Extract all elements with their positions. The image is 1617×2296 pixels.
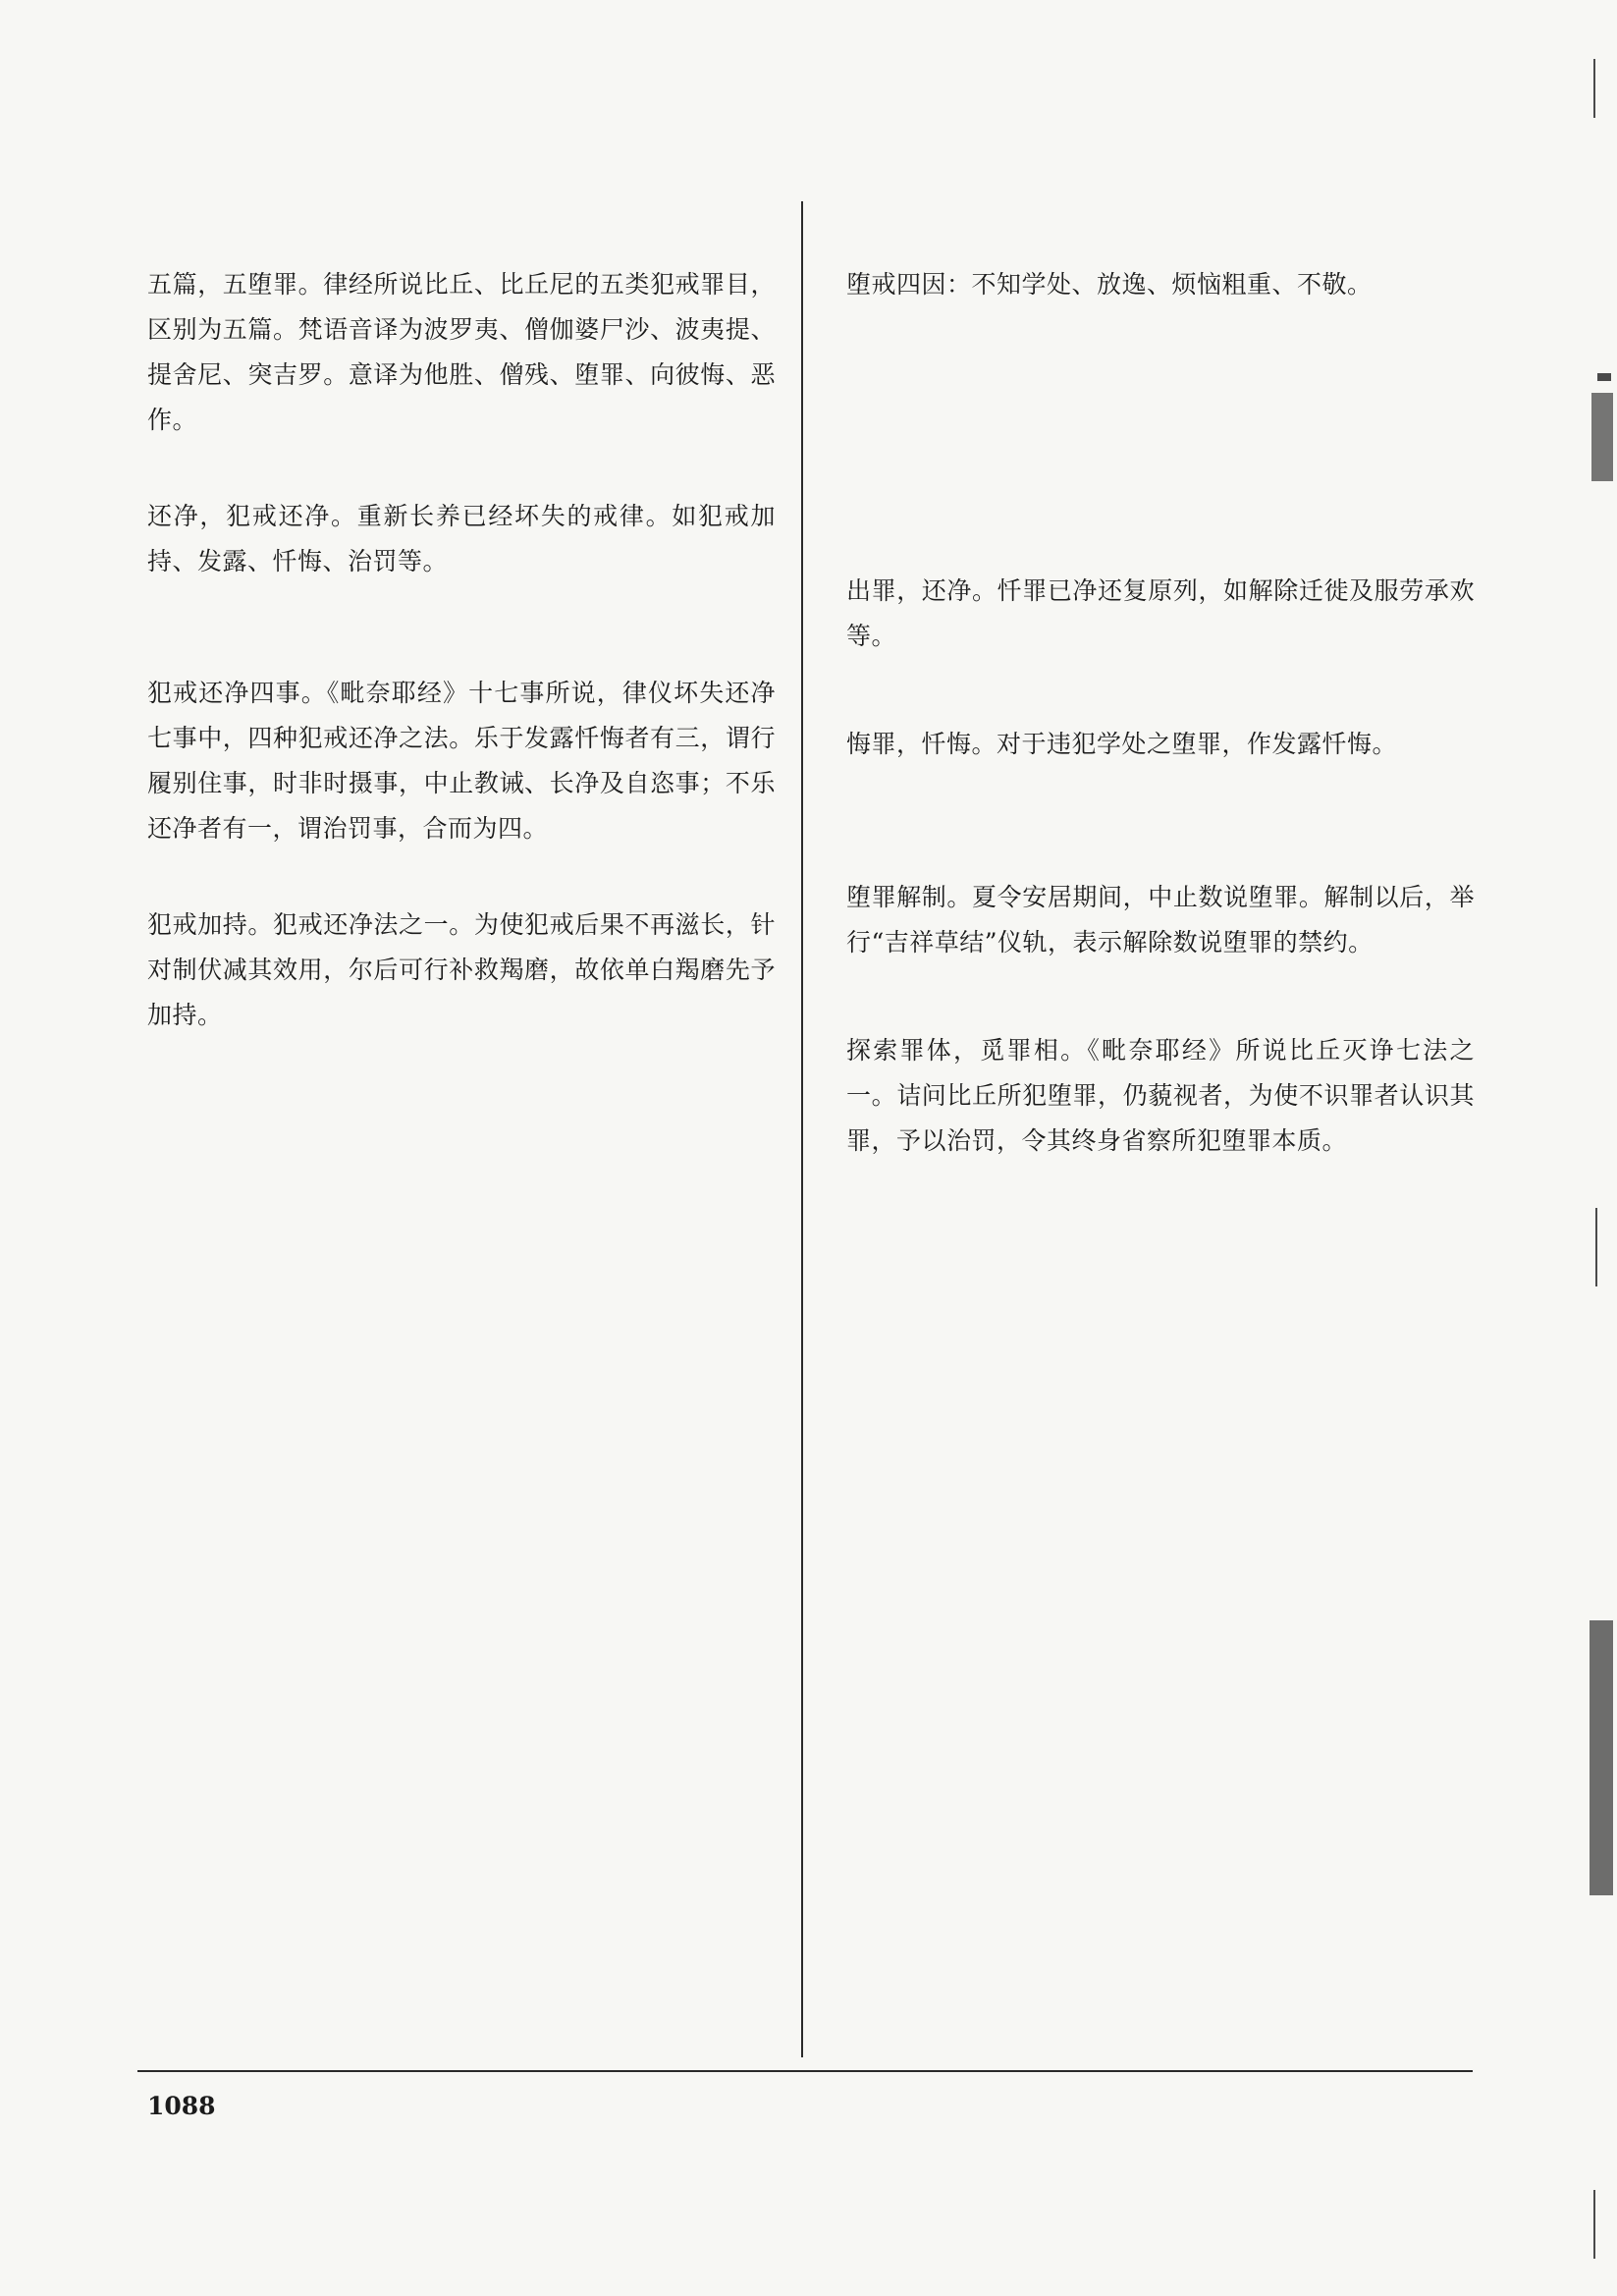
dictionary-entry: [846, 824, 1475, 977]
scan-edge-marks: [1588, 0, 1617, 2296]
dictionary-entry: [846, 364, 1475, 518]
right-column: [846, 211, 1475, 1317]
dictionary-entry: [147, 443, 776, 620]
dictionary-entry: [846, 518, 1475, 671]
dictionary-entry: [147, 211, 776, 443]
column-divider: [801, 201, 803, 2057]
entry-chinese-definition: 堕罪解制。夏令安居期间，中止数说堕罪。解制以后，举行“吉祥草结”仪轨，表示解除数说堕罪的禁约。: [846, 883, 1475, 957]
scan-mark: [1595, 1208, 1597, 1286]
entry-chinese-definition: 五篇，五堕罪。律经所说比丘、比丘尼的五类犯戒罪目，区别为五篇。梵语音译为波罗夷、僧伽婆尸沙、波夷提、提舍尼、突吉罗。意译为他胜、僧残、堕罪、向彼悔、恶作。: [147, 270, 776, 434]
dictionary-entry: [846, 211, 1475, 364]
entry-headword: [846, 824, 1475, 871]
entry-headword: [846, 977, 1475, 1024]
entry-headword: [147, 211, 776, 258]
dictionary-entry: [846, 977, 1475, 1164]
scan-mark: [1593, 2190, 1595, 2259]
scan-mark: [1590, 1620, 1613, 1895]
entry-headword: [846, 211, 1475, 258]
entry-headword: [147, 443, 776, 490]
entry-headword: [147, 620, 776, 667]
entry-headword: [846, 364, 1475, 411]
dictionary-entry: [147, 851, 776, 1038]
entry-chinese-definition: 还净，犯戒还净。重新长养已经坏失的戒律。如犯戒加持、发露、忏悔、治罚等。: [147, 502, 776, 575]
page-number: 1088: [147, 2092, 216, 2120]
entry-chinese-definition: 悔罪，忏悔。对于违犯学处之堕罪，作发露忏悔。: [846, 730, 1398, 758]
entry-headword: [846, 671, 1475, 718]
entry-chinese-definition: 探索罪体，觅罪相。《毗奈耶经》所说比丘灭诤七法之一。诘问比丘所犯堕罪，仍藐视者，为使不识罪者认识其罪，予以治罚，令其终身省察所犯堕罪本质。: [846, 1036, 1475, 1155]
left-column: [147, 211, 776, 1038]
scan-mark: [1591, 393, 1613, 481]
entry-chinese-definition: 犯戒还净四事。《毗奈耶经》十七事所说，律仪坏失还净七事中，四种犯戒还净之法。乐于发露忏悔者有三，谓行履别住事，时非时摄事，中止教诫、长净及自恣事；不乐还净者有一，谓治罚事，合而为四。: [147, 679, 776, 843]
entry-headword: [846, 518, 1475, 565]
entry-chinese-definition: 出罪，还净。忏罪已净还复原列，如解除迁徙及服劳承欢等。: [846, 576, 1475, 650]
dictionary-entry: [846, 671, 1475, 824]
scan-mark: [1593, 59, 1595, 118]
dictionary-entry: [147, 620, 776, 851]
entry-chinese-definition: 堕戒四因：不知学处、放逸、烦恼粗重、不敬。: [846, 270, 1373, 299]
dictionary-entry: [846, 1164, 1475, 1317]
entry-chinese-definition: 犯戒加持。犯戒还净法之一。为使犯戒后果不再滋长，针对制伏减其效用，尔后可行补救羯磨，故依单白羯磨先予加持。: [147, 910, 776, 1029]
entry-headword: [846, 1164, 1475, 1211]
footer-rule: [137, 2070, 1473, 2072]
scan-mark: [1597, 373, 1611, 381]
entry-headword: [147, 851, 776, 899]
